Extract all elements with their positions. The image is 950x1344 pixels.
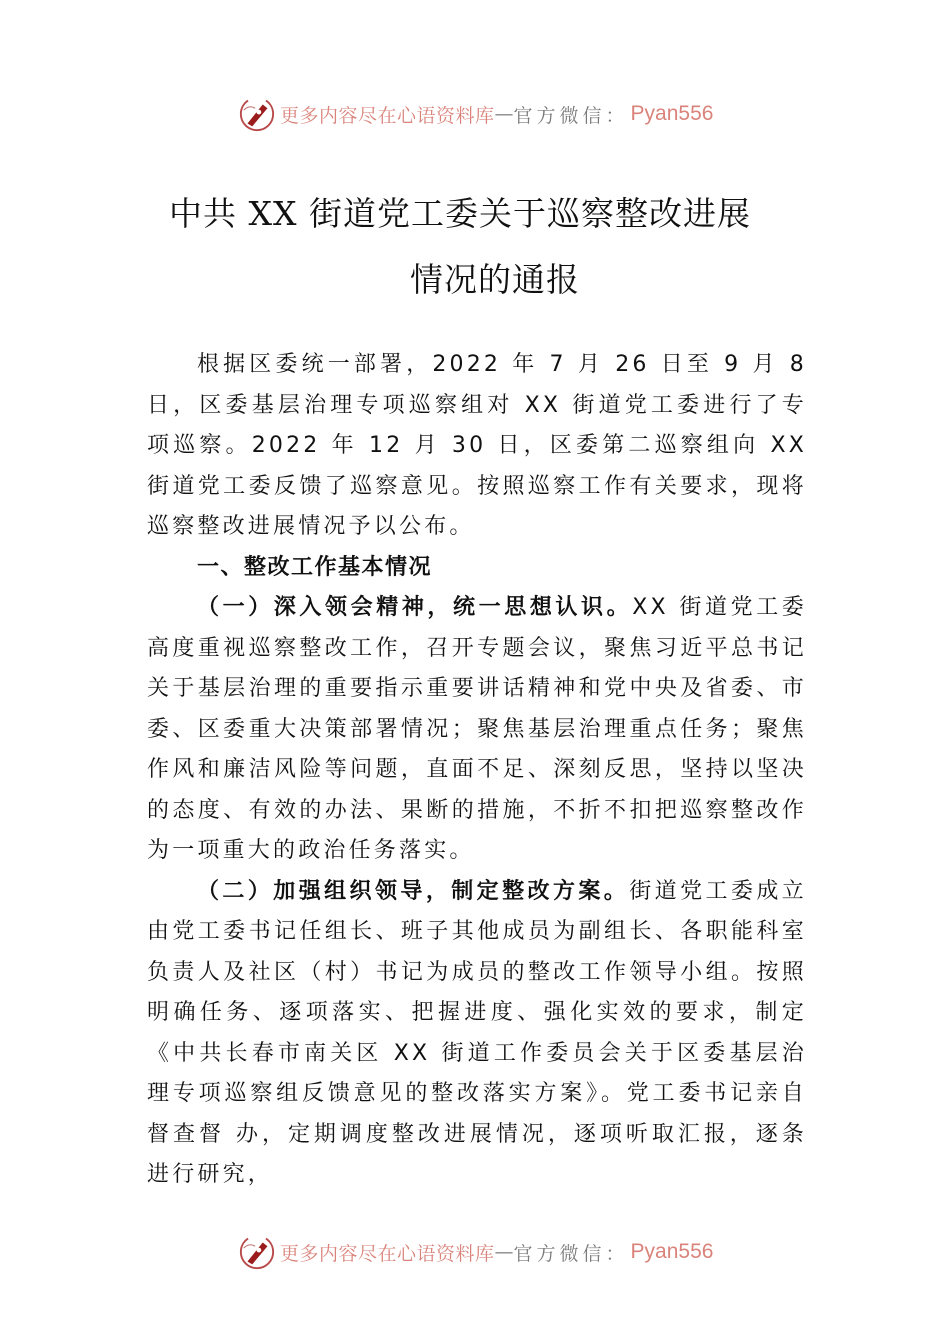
section-heading: 一、整改工作基本情况 bbox=[197, 554, 433, 580]
banner-wechat-label: 官方微信： bbox=[513, 104, 629, 127]
item-2-body: 街道党工委成立由党工委书记任组长、班子其他成员为副组长、各职能科室负责人及社区（村）书记为成员的整改工作领导小组。按照明确任务、逐项落实、把握进度、强化实效的要求，制定《中共长春市南关区 XX 街道工作委员会关于区委基层治理专项巡察组反馈意见的整改落实方案》。党工委书记亲自督查督 办，定期调度整改进展情况，逐项听取汇报，逐条进行研究， bbox=[147, 878, 808, 1187]
watermark-banner-top bbox=[238, 94, 713, 134]
banner-wechat-label: 官方微信： bbox=[513, 1242, 629, 1265]
banner-dash: — bbox=[494, 103, 514, 125]
document-body bbox=[147, 345, 807, 1196]
item-2-paragraph bbox=[147, 872, 807, 1196]
document-title-line-2: 情况的通报 bbox=[410, 260, 580, 299]
watermark-banner-bottom bbox=[238, 1232, 713, 1272]
banner-dash: — bbox=[494, 1241, 514, 1263]
item-1-body: XX 街道党工委高度重视巡察整改工作，召开专题会议，聚焦习近平总书记关于基层治理的重要指示重要讲话精神和党中央及省委、市委、区委重大决策部署情况；聚焦基层治理重点任务；聚焦作风和廉洁风险等问题，直面不足、深刻反思，坚持以坚决的态度、有效的办法、果断的措施，不折不扣把巡察整改作为一项重大的政治任务落实。 bbox=[147, 595, 807, 863]
item-2-lead: （二）加强组织领导，制定整改方案。 bbox=[197, 878, 630, 904]
banner-wechat-id: Pyan556 bbox=[630, 102, 714, 125]
pen-nib-logo-icon bbox=[238, 95, 276, 133]
item-1-lead: （一）深入领会精神，统一思想认识。 bbox=[197, 595, 633, 620]
banner-wechat-id: Pyan556 bbox=[630, 1240, 714, 1263]
banner-library-text: 更多内容尽在心语资料库 bbox=[280, 1242, 495, 1265]
item-1-paragraph bbox=[147, 588, 807, 872]
document-title-line-1: 中共 XX 街道党工委关于巡察整改进展 bbox=[169, 194, 751, 233]
intro-paragraph: 根据区委统一部署，2022 年 7 月 26 日至 9 月 8 日，区委基层治理专项巡察组对 XX 街道党工委进行了专项巡察。2022 年 12 月 30 日，区委第二巡察组向 XX 街道党工委反馈了巡察意见。按照巡察工作有关要求，现将巡察整改进展情况予以公布。 bbox=[147, 352, 807, 539]
pen-nib-logo-icon bbox=[238, 1233, 276, 1271]
banner-library-text: 更多内容尽在心语资料库 bbox=[280, 104, 495, 127]
